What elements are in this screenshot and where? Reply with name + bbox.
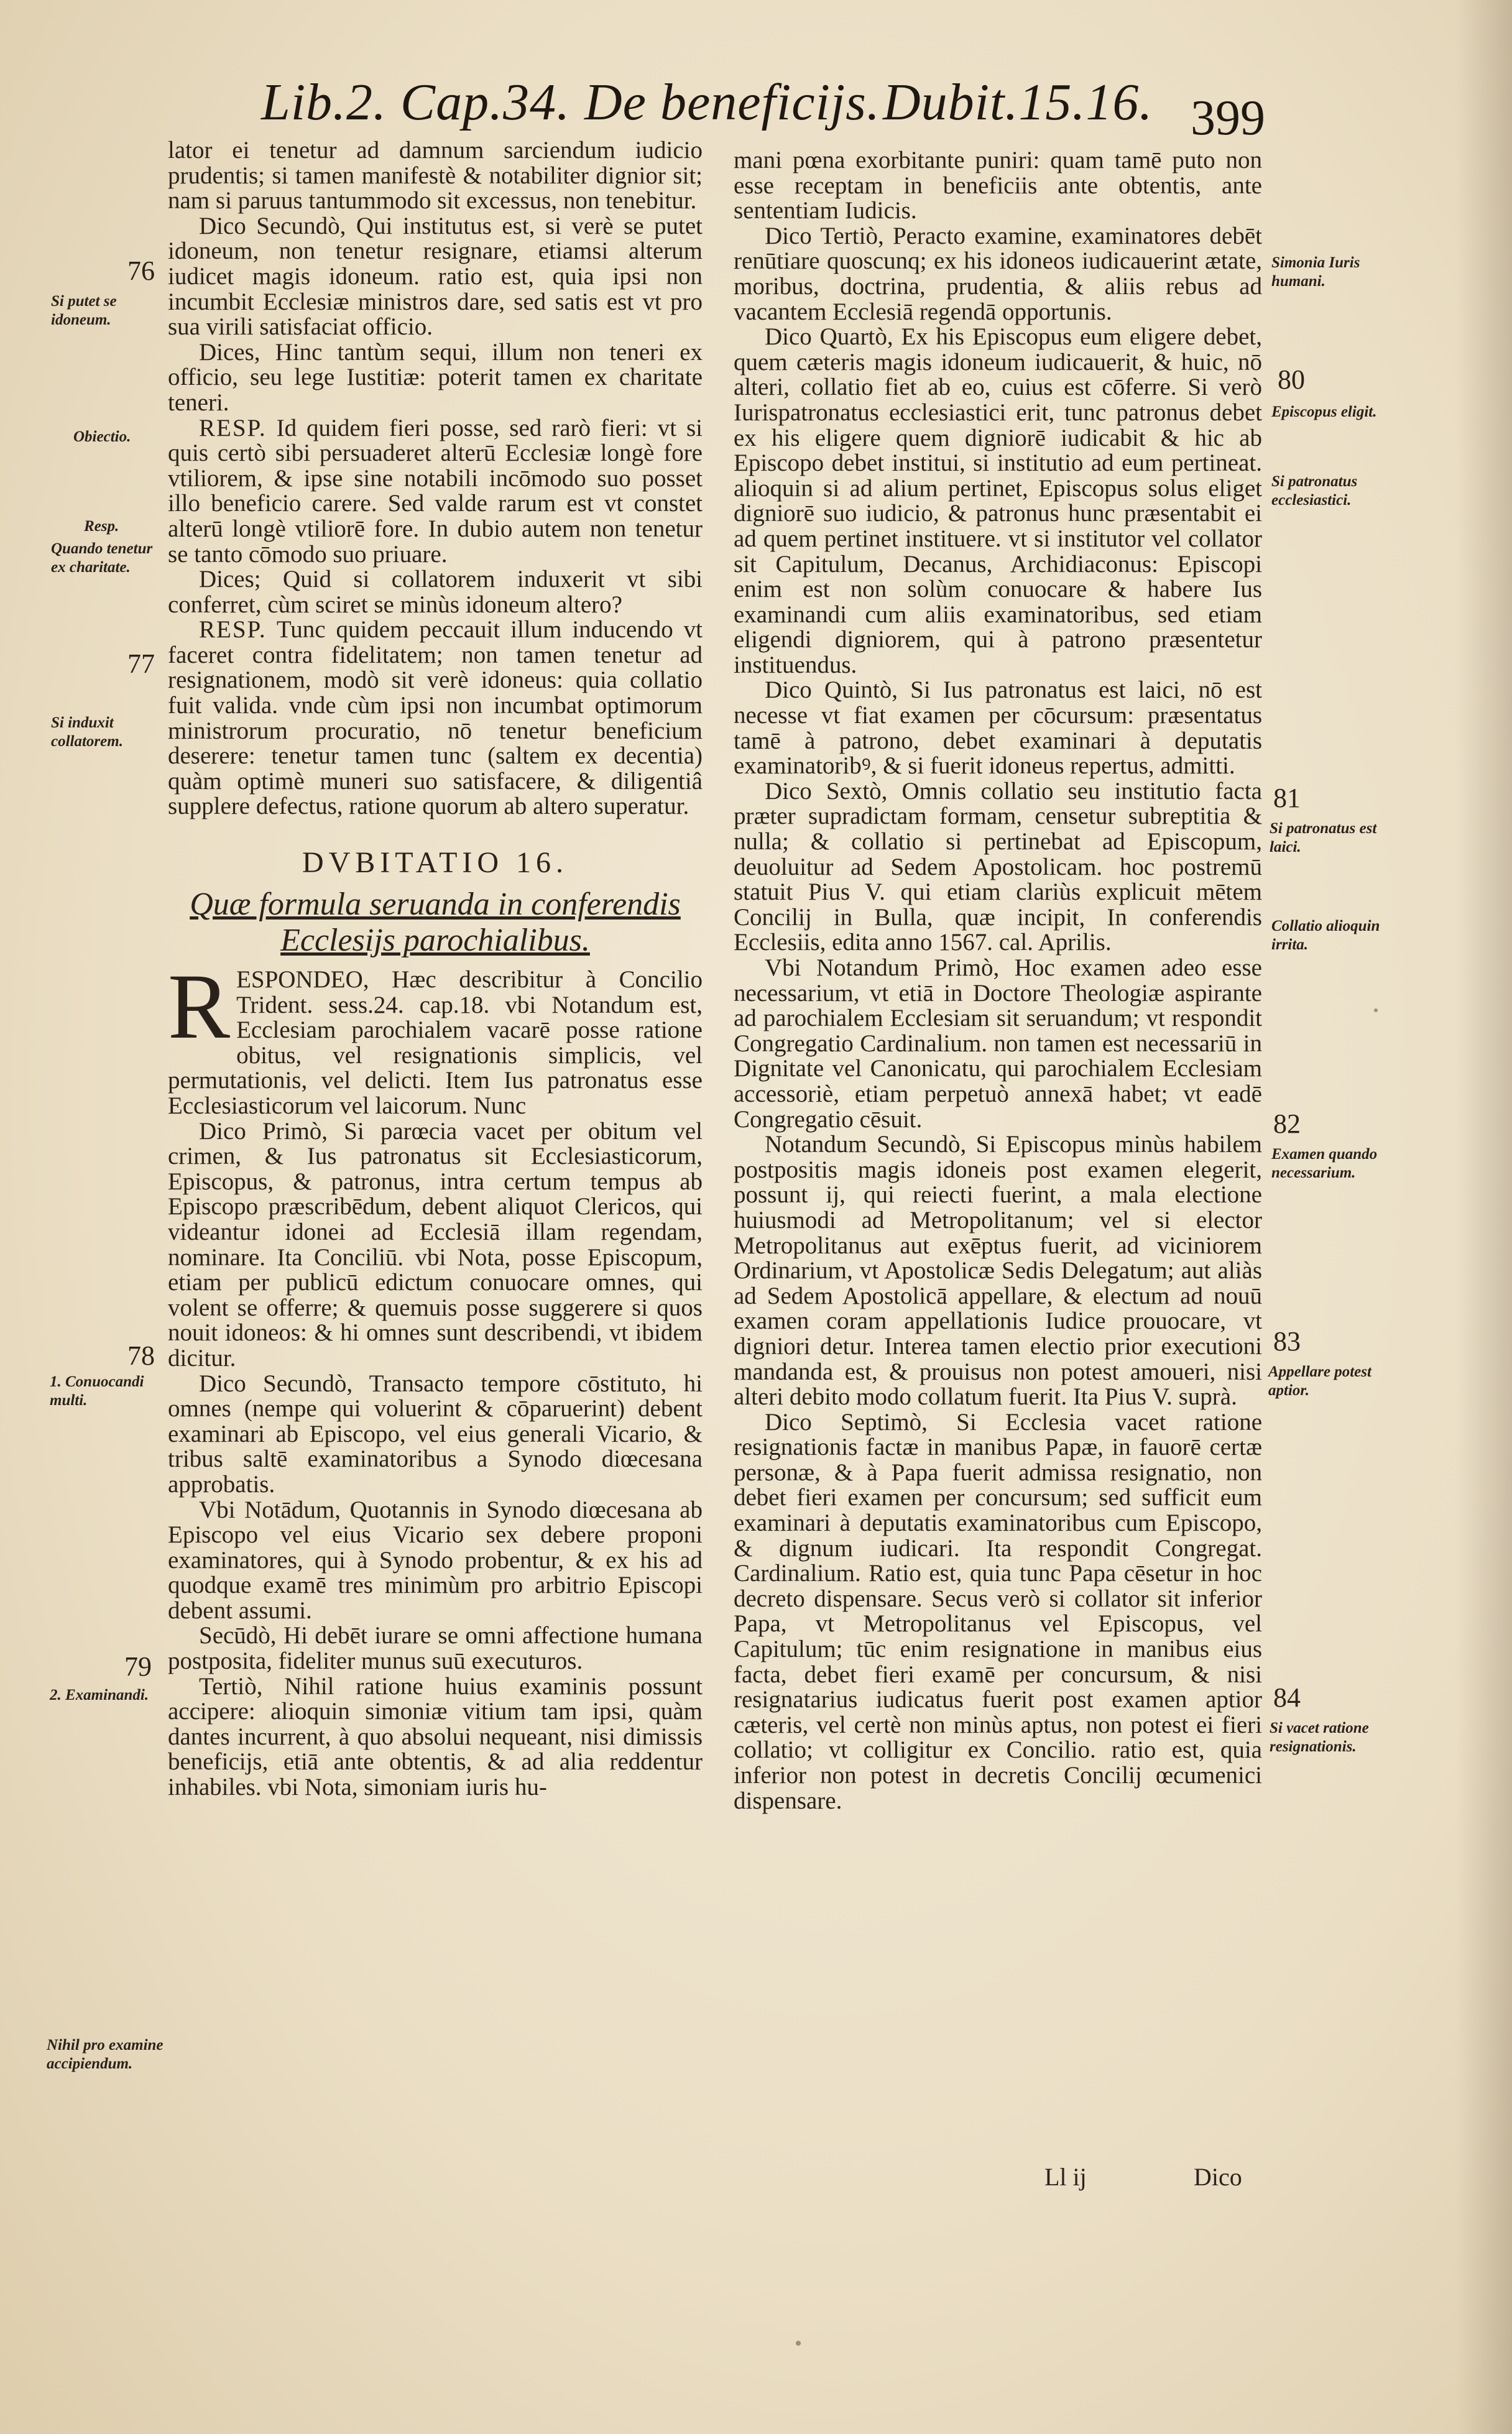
catchword: Dico bbox=[1194, 2163, 1242, 2191]
margin-number: 78 bbox=[127, 1340, 155, 1371]
margin-note: Simonia Iuris humani. bbox=[1271, 254, 1360, 290]
dubitatio-title-text: Quæ formula seruanda in conferendis Ecclesijs parochialibus. bbox=[190, 887, 681, 959]
margin-note: 1. Conuocandi multi. bbox=[50, 1373, 144, 1409]
margin-number: 77 bbox=[127, 648, 155, 679]
margin-note: Examen quando necessarium. bbox=[1271, 1146, 1378, 1181]
paragraph: Dices, Hinc tantùm sequi, illum non teneri ex officio, seu lege Iustitiæ: poterit tamen ex charitate teneri. bbox=[168, 338, 703, 416]
header-dubitatio: Dubit.15.16. bbox=[883, 73, 1153, 131]
left-column bbox=[168, 138, 703, 1800]
paragraph: Tertiò, Nihil ratione huius examinis possunt accipere: alioquin simoniæ vitium tam ipsi, quàm dantes incurrent, à quo absolui nequeant, nisi dimissis beneficijs, etiā ante obtentis, & ad alia reddentur inhabiles. vbi Nota, simoniam iuris hu- bbox=[168, 1672, 703, 1801]
paragraph bbox=[168, 955, 703, 1119]
dubitatio-title bbox=[168, 887, 703, 959]
running-header bbox=[261, 68, 1268, 137]
dubitatio-heading: DVBITATIO 16. bbox=[302, 846, 569, 880]
page-number: 399 bbox=[1191, 91, 1265, 145]
paragraph: Dico Secundò, Qui institutus est, si verè se putet idoneum, non tenetur resignare, etiamsi alterum iudicet magis idoneum. ratio est, quia ipsi non incumbit Ecclesiæ ministros dare, sed satis est vt pro sua virili satisfaciat officio. bbox=[168, 212, 703, 341]
margin-note: Quando tenetur ex charitate. bbox=[51, 540, 153, 576]
paragraph-text: ESPONDEO, Hæc describitur à Concilio Trident. sess.24. cap.18. vbi Notandum est, Ecclesiam parochialem vacarē posse ratione obitus, vel resignationis simplicis, vel permutationis, vel delicti. Item Ius patronatus esse Ecclesiasticorum vel laicorum. Nunc bbox=[168, 966, 703, 1119]
margin-note: Nihil pro examine accipiendum. bbox=[47, 2037, 164, 2072]
paragraph: Dico Quintò, Si Ius patronatus est laici, nō est necesse vt fiat examen per cōcursum: præsentatus tamē à patrono, debet examinari à deputatis examinatoribꝰ, & si fuerit idoneus repertus, admitti. bbox=[734, 676, 1262, 780]
margin-note: Resp. bbox=[84, 518, 119, 535]
margin-number: 80 bbox=[1278, 364, 1305, 395]
margin-number: 83 bbox=[1273, 1326, 1301, 1357]
paragraph bbox=[168, 617, 703, 819]
paragraph: lator ei tenetur ad damnum sarciendum iudicio prudentis; si tamen manifestè & notabiliter dignior sit; nam si paruus tantummodo sit excessus, non tenebitur. bbox=[168, 137, 703, 214]
margin-number: 76 bbox=[127, 256, 155, 286]
margin-note: Si vacet ratione resignationis. bbox=[1270, 1720, 1369, 1755]
margin-note: Si putet se idoneum. bbox=[51, 293, 117, 328]
margin-number: 79 bbox=[124, 1651, 152, 1682]
drop-cap: R bbox=[168, 955, 231, 1059]
response-label: RESP. bbox=[199, 616, 267, 643]
paragraph: Dico Primò, Si parœcia vacet per obitum vel crimen, & Ius patronatus sit Ecclesiasticorum, Episcopus, & patronus, intra certum tempus ab Episcopo præscribēdum, debent aliquot Clericos, qui videantur idonei ad Ecclesiā illam regendam, nominare. Ita Conciliū. vbi Nota, posse Episcopum, etiam per publicū edictum conuocare omnes, qui volent se offerre; & quemuis posse suggerere si quos nouit idoneos: & hi omnes sunt describendi, vt ibidem dicitur. bbox=[168, 1117, 703, 1371]
margin-number: 81 bbox=[1273, 783, 1301, 813]
paragraph: Secūdò, Hi debēt iurare se omni affectione humana postposita, fideliter munus suū executuros. bbox=[168, 1622, 703, 1675]
paragraph: Dico Tertiò, Peracto examine, examinatores debēt renūtiare quoscunq; ex his idoneos iudicauerint ætate, moribus, doctrina, prudentia, & aliis rebus ad vacantem Ecclesiā regendā opportunis. bbox=[734, 222, 1262, 325]
paragraph-text: Tunc quidem peccauit illum inducendo vt faceret contra fidelitatem; non tamen tenetur ad resignationem, modò sit verè idoneus: quia collatio fuit valida. vnde cùm ipsi non incumbat optimorum ministrorum procuratio, nō tenetur beneficium deserere: tenetur tamen tunc (saltem ex decentia) quàm optimè muneri suo satisfacere, & diligentiâ supplere defectus, ratione quorum ab altero superatur. bbox=[168, 616, 703, 820]
paragraph: Vbi Notādum, Quotannis in Synodo diœcesana ab Episcopo vel eius Vicario sex debere proponi examinatores, qui à Synodo probentur, & ex his ad quodque examē tres minimùm pro arbitrio Episcopi debent assumi. bbox=[168, 1496, 703, 1624]
signature-mark: Ll ij bbox=[1044, 2163, 1087, 2191]
paragraph: Dico Quartò, Ex his Episcopus eum eligere debet, quem cæteris magis idoneum iudicauerit, & huic, nō alteri, collatio fiet ab eo, cuius est cōferre. Si verò Iurispatronatus ecclesiastici erit, tunc patronus debet ex his eligere quem digniorē iudicabit & hic ab Episcopo debet institui, si institutio ad eum pertineat. alioquin si ad alium pertinet, Episcopus solus eliget digniorē suo iudicio, & patronus hunc præsentabit ei ad quem pertinet instituere. vt si institutor vel collator sit Capitulum, Decanus, Archidiaconus: Episcopi enim est non solùm conuocare & habere Ius examinandi cum aliis examinatoribus, sed etiam eligendi digniorem, qui à patrono præsentetur instituendus. bbox=[734, 323, 1262, 678]
margin-note: 2. Examinandi. bbox=[50, 1687, 149, 1703]
paper-speck bbox=[796, 2341, 801, 2346]
paragraph: mani pœna exorbitante puniri: quam tamē puto non esse receptam in beneficiis ante obtentis, ante sententiam Iudicis. bbox=[734, 147, 1262, 224]
paragraph: Dico Secundò, Transacto tempore cōstituto, hi omnes (nempe qui voluerint & cōparuerint) debent examinari ab Episcopo, vel eius generali Vicario, & tribus saltē examinatoribus a Synodo diœcesana approbatis. bbox=[168, 1370, 703, 1498]
paragraph: Dico Sextò, Omnis collatio seu institutio facta præter supradictam formam, censetur subreptitia & nulla; & collatio si pertinebat ad Episcopum, deuoluitur ad Sedem Apostolicam. hoc postremū statuit Pius V. qui etiam clariùs explicuit mētem Concilij in Bulla, quæ incipit, In conferendis Ecclesiis, edita anno 1567. cal. Aprilis. bbox=[734, 777, 1262, 956]
margin-note: Si induxit collatorem. bbox=[51, 714, 123, 750]
page-edge-shadow bbox=[1456, 0, 1512, 2434]
header-topic: De beneficijs. bbox=[584, 73, 880, 131]
margin-number: 82 bbox=[1273, 1109, 1301, 1139]
header-book-chapter: Lib.2. Cap.34. bbox=[261, 73, 571, 131]
margin-note: Appellare potest aptior. bbox=[1268, 1363, 1371, 1399]
margin-number: 84 bbox=[1273, 1682, 1301, 1713]
paragraph: Dico Septimò, Si Ecclesia vacet ratione resignationis factæ in manibus Papæ, in fauorē certæ personæ, & à Papa fuerit admissa resignatio, non debet fieri examen per concursum; sed sufficit eum examinari à deputatis examinatoribus cum Episcopo, & dignum iudicari. Ita respondit Congregat. Cardinalium. Ratio est, quia tunc Papa cēsetur in hoc decreto dispensare. Secus verò si collator sit inferior Papa, vt Metropolitanus vel Episcopus, vel Capitulum; tūc enim resignatione in manibus eius facta, debet fieri examē per concursum, & nisi resignatarius iudicatus fuerit post examen aptior cæteris, vel certè non minùs aptus, non potest ei fieri collatio; vt colligitur ex Concilio. ratio est, quia inferior non potest in decretis Concilij œcumenici dispensare. bbox=[734, 1408, 1262, 1814]
paragraph-text: Id quidem fieri posse, sed rarò fieri: vt si quis certò sibi persuaderet alterū Ecclesiæ longè fore vtiliorem, & ipse sine notabili incōmodo suo posset illo beneficio carere. Sed valde rarum est vt constet alterū longè vtiliorē fore. In dubio autem non tenetur se tanto cōmodo suo priuare. bbox=[168, 414, 703, 568]
margin-note: Episcopus eligit. bbox=[1271, 403, 1377, 420]
margin-note: Obiectio. bbox=[73, 428, 131, 445]
response-label: RESP. bbox=[199, 414, 267, 441]
margin-note: Collatio alioquin irrita. bbox=[1271, 918, 1380, 953]
paragraph bbox=[168, 416, 703, 568]
margin-note: Si patronatus est laici. bbox=[1270, 820, 1377, 855]
paper-speck bbox=[1374, 1008, 1378, 1012]
paragraph: Notandum Secundò, Si Episcopus minùs habilem postpositis magis idoneis post examen elegerit, possunt ij, qui reiecti fuerint, a mala electione huiusmodi ad Metropolitanum; vel si elector Metropolitanus aut exēptus fuerit, ad viciniorem Ordinarium, vt Apostolicæ Sedis Delegatum; aut aliàs ad Sedem Apostolicā appellare, & electum ad nouū examen coram appellationis Iudice prouocare, vt digniori detur. Interea tamen electio prior executioni mandanda est, & prouisus non potest amoueri, nisi alteri debito modo collatum fuerit. Ita Pius V. suprà. bbox=[734, 1131, 1262, 1411]
margin-note: Si patronatus ecclesiastici. bbox=[1271, 473, 1358, 509]
paragraph: Dices; Quid si collatorem induxerit vt sibi conferret, cùm sciret se minùs idoneum altero? bbox=[168, 566, 703, 618]
right-column bbox=[734, 148, 1262, 1814]
paragraph: Vbi Notandum Primò, Hoc examen adeo esse necessarium, vt etiā in Doctore Theologiæ aspirante ad parochialem Ecclesiam sit seruandum; vt respondit Congregatio Cardinalium. non tamen est necessariū in Dignitate vel Canonicatu, qui parochialem Ecclesiam accessoriè, etiam perpetuò annexā habet; vt eadē Congregatio cēsuit. bbox=[734, 954, 1262, 1133]
